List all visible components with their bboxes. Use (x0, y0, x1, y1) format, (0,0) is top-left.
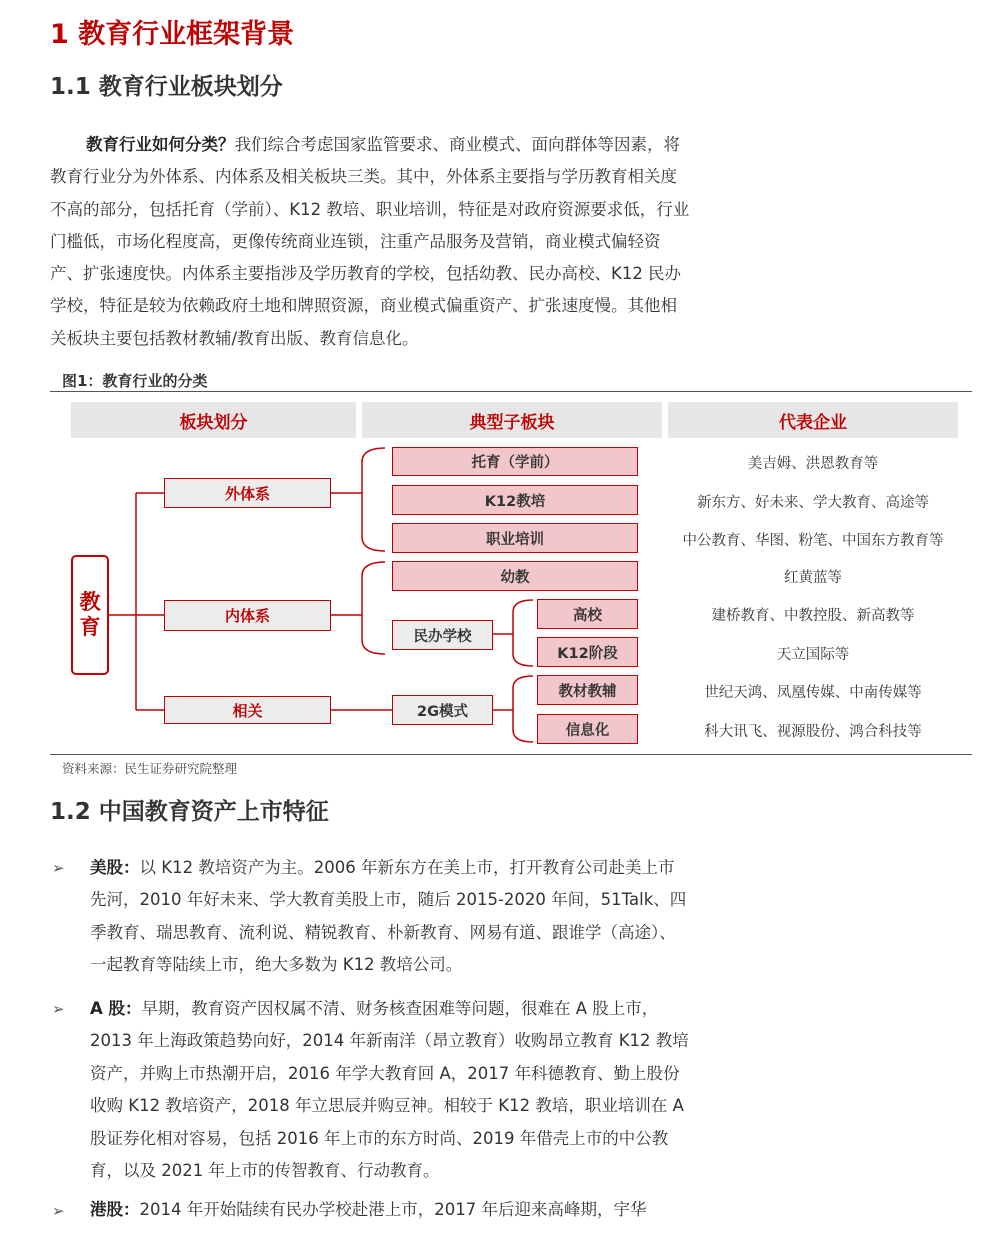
companies-university: 建桥教育、中教控股、新高教等 (711, 608, 915, 624)
header-sector: 板块划分 (71, 402, 356, 438)
bullet-marker: ➢ (52, 859, 65, 877)
companies-childcare: 美吉姆、洪恩教育等 (747, 456, 879, 472)
header-subsector: 典型子板块 (362, 402, 662, 438)
intro-text: 我们综合考虑国家监管要求、商业模式、面向群体等因素，将教育行业分为外体系、内体系及相关板块三类。其中，外体系主要指与学历教育相关度不高的部分，包括托育（学前）、K12 教培、职业培训，特征是对政府资源要求低，行业门槛低，市场化程度高，更像传统商业连锁，注重产品服务及营销，商业模式偏轻资产、扩张速度快。内体系主要指涉及学历教育的学校，包括幼教、民办高校、K12 民办学校，特征是较为依赖政府土地和牌照资源，商业模式偏重资产、扩张速度慢。其他相关板块主要包括教材教辅/教育出版、教育信息化。 (50, 135, 690, 348)
header-companies: 代表企业 (668, 402, 958, 438)
companies-it: 科大讯飞、视源股份、鸿合科技等 (704, 724, 922, 740)
bullet-lead: A 股： (90, 999, 142, 1018)
root-char-2: 育 (79, 615, 101, 639)
companies-preschool: 红黄蓝等 (784, 570, 842, 586)
bullet-item-a-share (90, 993, 690, 1187)
category-related: 相关 (164, 696, 331, 724)
bullet-text: 2014 年开始陆续有民办学校赴港上市，2017 年后迎来高峰期，宇华 (139, 1200, 647, 1219)
root-education-box (71, 555, 109, 675)
mid-private-school: 民办学校 (392, 620, 493, 650)
bullet-lead: 港股： (90, 1200, 140, 1219)
category-outer: 外体系 (164, 478, 331, 508)
sub-preschool: 幼教 (392, 561, 638, 591)
section-title: 1 教育行业框架背景 (50, 19, 295, 50)
companies-k12-stage: 天立国际等 (776, 647, 850, 663)
intro-lead: 教育行业如何分类？ (86, 135, 235, 154)
bullet-item-hk (90, 1194, 690, 1226)
sub-university: 高校 (537, 599, 638, 629)
sub-k12-stage: K12阶段 (537, 637, 638, 667)
sub-k12: K12教培 (392, 485, 638, 515)
companies-k12: 新东方、好未来、学大教育、高途等 (697, 495, 929, 511)
mid-2g-model: 2G模式 (392, 695, 493, 725)
sub-vocational: 职业培训 (392, 523, 638, 553)
bullet-lead: 美股： (90, 858, 140, 877)
subsection-title-2: 1.2 中国教育资产上市特征 (50, 799, 329, 825)
sub-textbooks: 教材教辅 (537, 675, 638, 705)
figure-caption: 图1：教育行业的分类 (62, 372, 208, 390)
bullet-item-us (90, 852, 690, 982)
subsection-title: 1.1 教育行业板块划分 (50, 74, 283, 100)
companies-vocational: 中公教育、华图、粉笔、中国东方教育等 (682, 533, 944, 549)
bullet-text: 早期，教育资产因权属不清、财务核查困难等问题，很难在 A 股上市，2013 年上海政策趋势向好，2014 年新南洋（昂立教育）收购昂立教育 K12 教培资产，并购上市热潮开启，2016 年学大教育回 A，2017 年科德教育、勤上股份收购 K12 教培资产，2018 年立思辰并购豆神。相较于 K12 教培，职业培训在 A 股证券化相对容易，包括 2016 年上市的东方时尚、2019 年借壳上市的中公教育，以及 2021 年上市的传智教育、行动教育。 (90, 999, 689, 1181)
root-char-1: 教 (79, 590, 101, 614)
bullet-marker: ➢ (52, 1202, 65, 1220)
sub-it: 信息化 (537, 714, 638, 744)
figure-source: 资料来源：民生证券研究院整理 (62, 761, 238, 776)
category-inner: 内体系 (164, 600, 331, 631)
sub-childcare: 托育（学前） (392, 447, 638, 476)
bullet-text: 以 K12 教培资产为主。2006 年新东方在美上市，打开教育公司赴美上市先河，2010 年好未来、学大教育美股上市，随后 2015-2020 年间，51Talk、四季教育、瑞思教育、流利说、精锐教育、朴新教育、网易有道、跟谁学（高途）、一起教育等陆续上市，绝大多数为 K12 教培公司。 (90, 858, 687, 975)
bullet-marker: ➢ (52, 1000, 65, 1018)
companies-textbooks: 世纪天鸿、凤凰传媒、中南传媒等 (704, 685, 922, 701)
